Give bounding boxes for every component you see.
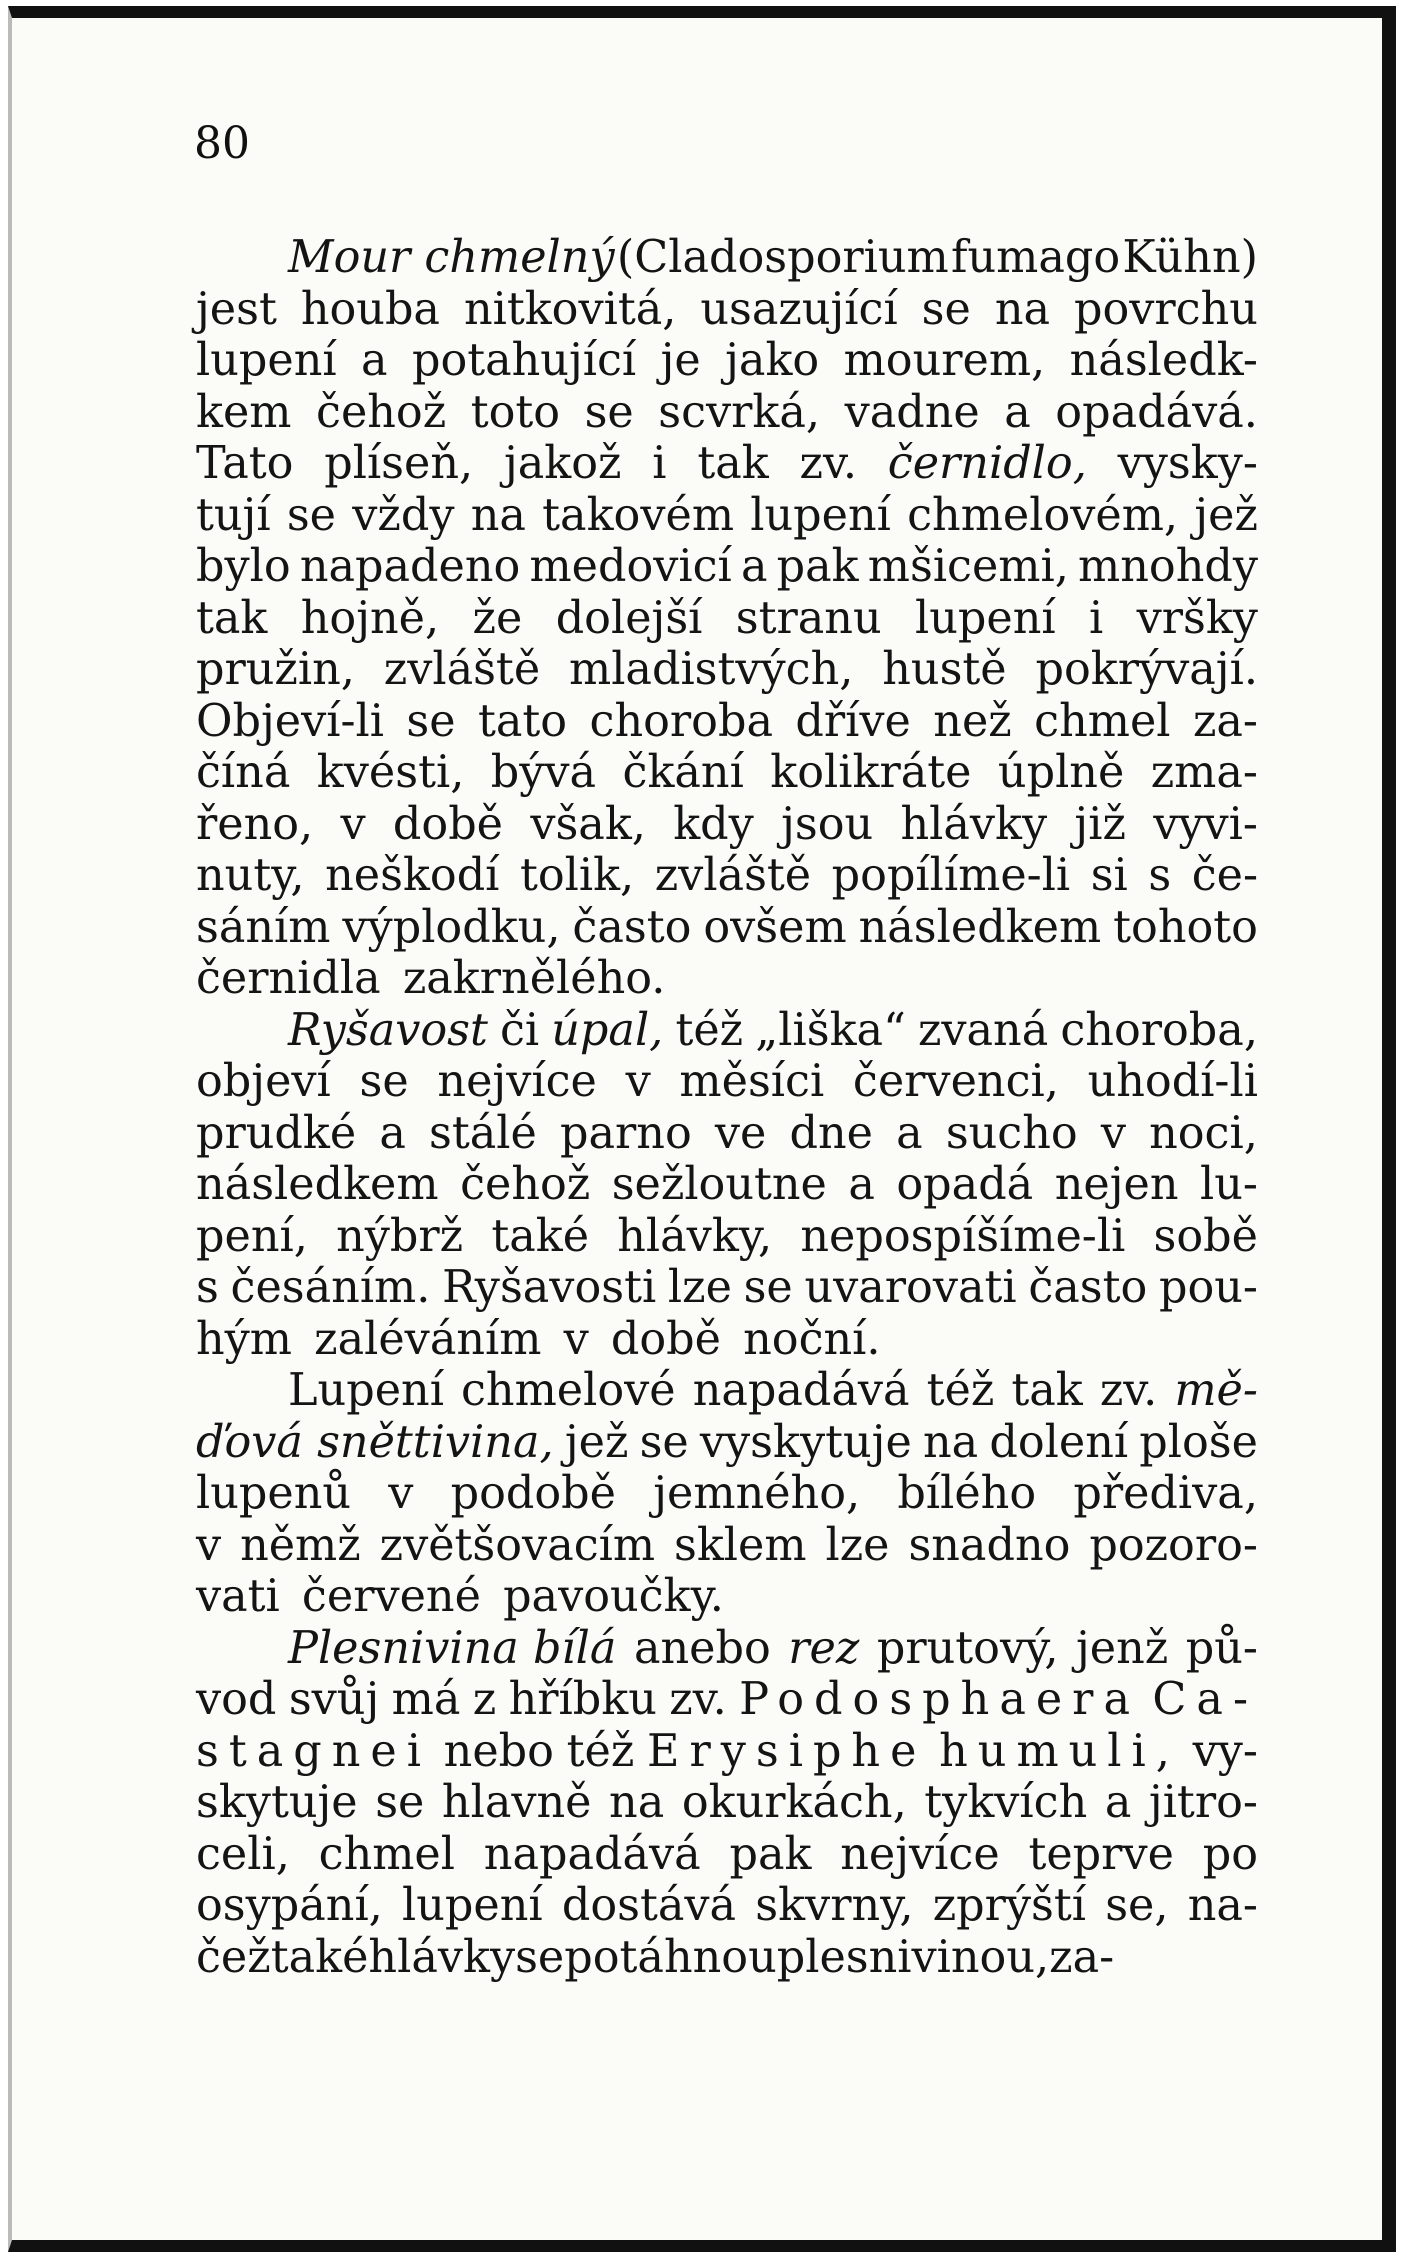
word: v xyxy=(388,1468,414,1519)
paragraph xyxy=(196,1623,1258,1984)
word: se xyxy=(584,386,634,438)
text-line xyxy=(196,850,1258,902)
word: zvláště xyxy=(383,644,541,695)
word: objeví xyxy=(196,1056,331,1107)
word: zma- xyxy=(1150,747,1258,798)
word: mě- xyxy=(1174,1365,1258,1416)
word: teprve xyxy=(1028,1828,1174,1880)
word: pak xyxy=(776,541,859,592)
word: a xyxy=(361,335,388,386)
word: pokrývají. xyxy=(1035,644,1258,695)
word: prutový, xyxy=(876,1622,1059,1674)
word: však, xyxy=(530,798,646,850)
word: v xyxy=(340,798,366,850)
word: nebo xyxy=(443,1725,554,1777)
word: též xyxy=(566,1725,635,1777)
word: zv. xyxy=(1099,1365,1158,1416)
word: zv. xyxy=(669,1674,727,1725)
word: uvarovati xyxy=(804,1262,1017,1313)
word: vadne xyxy=(844,386,980,438)
word: jsou xyxy=(781,798,874,850)
word: hým zaléváním v době noční. xyxy=(196,1313,881,1365)
word: nejvíce xyxy=(840,1828,1000,1880)
word: na xyxy=(470,489,526,541)
word: červenci, xyxy=(852,1056,1059,1107)
word: zprýští xyxy=(932,1880,1086,1931)
word: vod xyxy=(196,1674,277,1725)
text-line xyxy=(196,541,1258,593)
word: se xyxy=(743,1262,793,1313)
word: hojně, xyxy=(300,592,440,644)
word: se xyxy=(921,283,971,335)
word: chmel xyxy=(1034,695,1171,747)
text-line xyxy=(196,1108,1258,1160)
word: na- xyxy=(1187,1880,1258,1931)
word: hustě xyxy=(882,644,1007,695)
word: tak xyxy=(196,592,268,644)
text-line xyxy=(196,1262,1258,1314)
word: také xyxy=(491,1210,590,1262)
word: osypání, xyxy=(196,1880,383,1931)
word: hlávky, xyxy=(617,1210,773,1262)
word: též xyxy=(926,1365,995,1416)
word: vy- xyxy=(1192,1725,1258,1777)
word: vati červené pavoučky. xyxy=(196,1571,724,1622)
text-line xyxy=(196,747,1258,799)
word: zv. xyxy=(799,438,857,489)
word: jest xyxy=(196,283,277,335)
word: také xyxy=(270,1931,369,1983)
text-line xyxy=(196,902,1258,954)
word: Kühn) xyxy=(1122,232,1258,283)
word: dostává xyxy=(561,1880,737,1931)
word: Ca- xyxy=(1152,1674,1258,1725)
word: chmel xyxy=(318,1828,456,1880)
word: tak xyxy=(1011,1365,1083,1416)
word: číná xyxy=(196,747,291,798)
word: pak xyxy=(729,1828,812,1880)
text-line xyxy=(196,1468,1258,1520)
word: a xyxy=(740,541,768,592)
text-line xyxy=(196,1623,1258,1675)
word: humuli, xyxy=(939,1725,1180,1777)
word: stagnei xyxy=(196,1725,431,1777)
text-line xyxy=(196,490,1258,542)
word: Ryšavost xyxy=(288,1004,488,1056)
word: se xyxy=(639,1416,689,1468)
text-line xyxy=(196,1056,1258,1108)
word: kolikráte xyxy=(770,747,972,798)
word: bylo xyxy=(196,541,291,592)
word: často xyxy=(572,901,692,953)
word: potáhnou xyxy=(564,1931,777,1983)
word: povrchu xyxy=(1073,283,1258,335)
page-number: 80 xyxy=(194,118,250,169)
word: sobě xyxy=(1153,1210,1258,1262)
word: výplodku, xyxy=(342,901,561,953)
word: dolení xyxy=(989,1416,1129,1468)
word: napadeno xyxy=(299,541,521,592)
word: jakož xyxy=(503,438,622,489)
word: potahující xyxy=(411,335,637,386)
word: kvésti, xyxy=(316,747,465,798)
word: vyvi- xyxy=(1153,798,1258,850)
word: za- xyxy=(1192,695,1258,747)
word: s xyxy=(1148,850,1172,901)
word: chmelovém, xyxy=(907,489,1179,541)
word: na xyxy=(922,1416,979,1468)
word: parno xyxy=(560,1107,692,1159)
word: mšicemi, xyxy=(867,541,1069,592)
word: následk- xyxy=(1069,335,1258,386)
word: plesnivinou, xyxy=(776,1931,1050,1983)
word: tují xyxy=(196,489,271,541)
text-line xyxy=(196,1932,1258,1984)
word: scvrká, xyxy=(658,386,821,438)
word: následkem xyxy=(858,901,1102,953)
text-line xyxy=(196,799,1258,851)
word: ve xyxy=(714,1107,767,1159)
word: zvláště xyxy=(654,850,812,901)
text-line xyxy=(196,593,1258,645)
word: úplně xyxy=(997,747,1125,798)
word: nejen xyxy=(1054,1159,1179,1210)
word: a xyxy=(1004,386,1031,438)
word: jež xyxy=(1194,489,1258,541)
text-line xyxy=(196,1211,1258,1263)
word: uhodí-li xyxy=(1087,1056,1258,1107)
word: nitkovitá, xyxy=(463,283,677,335)
word: se xyxy=(359,1056,409,1107)
word: pou- xyxy=(1158,1262,1258,1313)
word: čkání xyxy=(622,747,744,798)
word: skytuje xyxy=(196,1777,358,1828)
word: tak xyxy=(697,438,769,489)
word: chmelové xyxy=(461,1365,676,1416)
word: medovicí xyxy=(529,541,732,592)
word: toto xyxy=(470,386,561,438)
word: Ryšavosti xyxy=(442,1262,657,1313)
paragraph xyxy=(196,1005,1258,1366)
word: choroba xyxy=(589,695,773,747)
word: Objeví-li xyxy=(196,695,384,747)
word: sklem xyxy=(674,1519,807,1571)
word: než xyxy=(933,695,1012,747)
word: mourem, xyxy=(843,335,1046,386)
text-line xyxy=(196,1777,1258,1829)
word: němž xyxy=(240,1519,361,1571)
word: fumago xyxy=(951,232,1121,283)
word: snadno xyxy=(908,1519,1071,1571)
word: jitro- xyxy=(1148,1777,1258,1828)
word: sáním xyxy=(196,901,331,953)
text-line xyxy=(196,1159,1258,1211)
word: kem xyxy=(196,386,292,438)
word: mnohdy xyxy=(1078,541,1258,592)
word: usazující xyxy=(700,283,898,335)
word: vždy xyxy=(352,489,455,541)
word: lze xyxy=(667,1262,732,1313)
text-line xyxy=(196,438,1258,490)
word: je xyxy=(660,335,701,386)
word: a xyxy=(1104,1777,1132,1828)
word: stranu xyxy=(735,592,882,644)
word: následkem xyxy=(196,1159,439,1210)
word: tohoto xyxy=(1113,901,1258,953)
word: lupení xyxy=(750,489,891,541)
word: pení, xyxy=(196,1210,308,1262)
word: sežloutne xyxy=(611,1159,827,1210)
text-line xyxy=(196,335,1258,387)
word: též xyxy=(675,1004,744,1056)
word: jako xyxy=(725,335,820,386)
text-line xyxy=(196,1726,1258,1778)
word: si xyxy=(1090,850,1128,901)
text-line xyxy=(196,284,1258,336)
word: i xyxy=(652,438,667,489)
word: vysky- xyxy=(1117,438,1258,489)
word: či xyxy=(500,1004,540,1056)
text-line xyxy=(196,1829,1258,1881)
word: napadává xyxy=(692,1365,910,1416)
text-line xyxy=(196,1880,1258,1932)
word: lu- xyxy=(1199,1159,1258,1210)
word: zvaná xyxy=(917,1004,1049,1056)
word: celi, xyxy=(196,1828,290,1880)
word: takovém xyxy=(542,489,735,541)
text-line xyxy=(196,387,1258,439)
word: okurkách, xyxy=(681,1777,907,1828)
word: se xyxy=(286,489,336,541)
word: se xyxy=(515,1931,565,1983)
word: Erysiphe xyxy=(646,1725,927,1777)
word: za- xyxy=(1049,1931,1115,1983)
word: jenž xyxy=(1075,1622,1169,1674)
word: řeno, xyxy=(196,798,314,850)
word: noci, xyxy=(1149,1107,1258,1159)
word: ďová sněttivina, xyxy=(196,1416,554,1468)
word: úpal, xyxy=(551,1004,664,1056)
word: Lupení xyxy=(288,1365,444,1416)
word: lupenů xyxy=(196,1468,352,1519)
word: jež xyxy=(564,1416,629,1468)
word: svůj xyxy=(288,1674,380,1725)
word: bývá xyxy=(490,747,597,798)
word: černidlo, xyxy=(887,438,1087,489)
word: nýbrž xyxy=(336,1210,464,1262)
word: na xyxy=(609,1777,665,1828)
word: v xyxy=(1100,1107,1126,1159)
word: se xyxy=(406,695,456,747)
word: zvětšovacím xyxy=(379,1519,656,1571)
text-line xyxy=(196,1674,1258,1726)
word: že xyxy=(472,592,523,644)
text-line xyxy=(196,1417,1258,1469)
word: kdy xyxy=(673,798,754,850)
text-line xyxy=(196,953,1258,1005)
word: tykvích xyxy=(924,1777,1088,1828)
word: Podosphaera xyxy=(739,1674,1140,1725)
word: „liška“ xyxy=(755,1004,906,1056)
word: černidla zakrnělého. xyxy=(196,953,666,1004)
text-line xyxy=(196,644,1258,696)
word: již xyxy=(1074,798,1126,850)
word: čehož xyxy=(460,1159,591,1210)
word: čež xyxy=(196,1931,271,1983)
word: sucho xyxy=(945,1107,1078,1159)
paragraph xyxy=(196,232,1258,1005)
word: podobě xyxy=(450,1468,617,1519)
word: měsíci xyxy=(679,1056,825,1107)
word: Mour chmelný xyxy=(288,232,615,283)
word: z xyxy=(472,1674,497,1725)
word: ovšem xyxy=(703,901,847,953)
paragraph xyxy=(196,1365,1258,1623)
text-line xyxy=(196,1571,1258,1623)
body-text xyxy=(196,232,1258,1983)
word: napadává xyxy=(483,1828,701,1880)
word: s xyxy=(196,1262,219,1313)
word: a xyxy=(896,1107,923,1159)
word: dříve xyxy=(795,695,911,747)
word: a xyxy=(379,1107,406,1159)
word: se, xyxy=(1105,1880,1169,1931)
word: jemného, xyxy=(653,1468,861,1519)
word: mladistvých, xyxy=(569,644,854,695)
word: a xyxy=(848,1159,875,1210)
word: anebo xyxy=(633,1622,771,1674)
word: hříbku xyxy=(508,1674,657,1725)
text-line xyxy=(196,1005,1258,1057)
word: bílého xyxy=(897,1468,1037,1519)
word: opadá xyxy=(896,1159,1034,1210)
word: choroba, xyxy=(1060,1004,1258,1056)
word: nuty, xyxy=(196,850,305,901)
word: prudké xyxy=(196,1107,357,1159)
word: rez xyxy=(788,1622,860,1674)
word: Plesnivina bílá xyxy=(288,1622,617,1674)
text-line xyxy=(196,1314,1258,1366)
word: pružin, xyxy=(196,644,355,695)
word: Tato xyxy=(196,438,294,489)
text-line xyxy=(196,232,1258,284)
word: dne xyxy=(789,1107,873,1159)
word: v xyxy=(625,1056,651,1107)
word: opadává. xyxy=(1055,386,1258,438)
word: i xyxy=(1088,592,1104,644)
word: má xyxy=(391,1674,461,1725)
word: popílíme-li xyxy=(831,850,1071,901)
word: nejvíce xyxy=(437,1056,597,1107)
text-line xyxy=(196,1520,1258,1572)
word: česáním. xyxy=(230,1262,431,1313)
word: na xyxy=(994,283,1051,335)
word: tolik, xyxy=(519,850,635,901)
word: často xyxy=(1028,1262,1148,1313)
word: hlávky xyxy=(368,1931,516,1983)
word: lze xyxy=(825,1519,890,1571)
word: vyskytuje xyxy=(699,1416,912,1468)
word: pů- xyxy=(1185,1622,1258,1674)
word: se xyxy=(375,1777,425,1828)
word: lupení xyxy=(402,1880,543,1931)
word: lupení xyxy=(915,592,1056,644)
word: plíseň, xyxy=(324,438,474,489)
word: lupení xyxy=(196,335,337,386)
word: skvrny, xyxy=(755,1880,914,1931)
word: neškodí xyxy=(325,850,500,901)
word: ploše xyxy=(1139,1416,1258,1468)
word: stálé xyxy=(429,1107,537,1159)
text-line xyxy=(196,1365,1258,1417)
word: pozoro- xyxy=(1089,1519,1258,1571)
word: čehož xyxy=(316,386,447,438)
word: přediva, xyxy=(1073,1468,1258,1519)
text-line xyxy=(196,696,1258,748)
word: po xyxy=(1202,1828,1258,1880)
word: hlavně xyxy=(441,1777,592,1828)
word: vršky xyxy=(1136,592,1258,644)
word: v xyxy=(196,1519,222,1571)
word: době xyxy=(392,798,504,850)
word: houba xyxy=(300,283,440,335)
word: nepospíšíme-li xyxy=(800,1210,1126,1262)
word: dolejší xyxy=(555,592,703,644)
word: hlávky xyxy=(900,798,1048,850)
word: (Cladosporium xyxy=(616,232,949,283)
word: če- xyxy=(1191,850,1258,901)
word: tato xyxy=(478,695,568,747)
